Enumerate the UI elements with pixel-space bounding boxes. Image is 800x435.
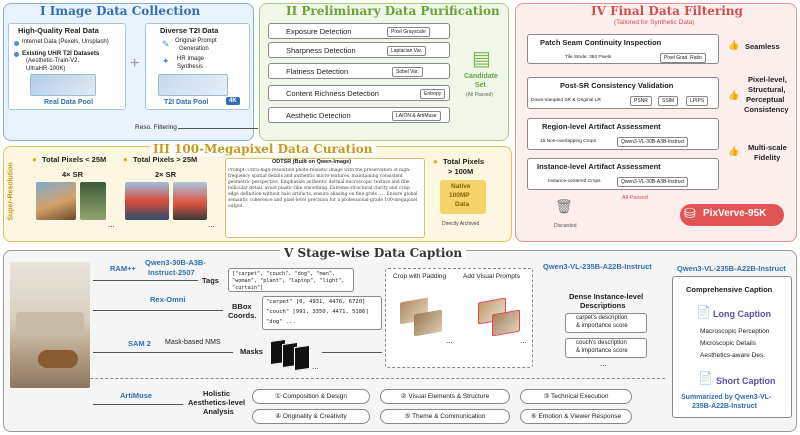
sharpness-chip: Laplacian Var. [387, 46, 426, 56]
seamless-label: Seamless [745, 42, 780, 51]
exposure-detection-label: Exposure Detection [286, 27, 352, 36]
dense-desc-2: Descriptions [580, 301, 626, 310]
psnr-chip: PSNR [630, 96, 652, 106]
all-passed-label-iv: All Passed [622, 195, 648, 201]
thumbs-up-icon: 👍 [728, 146, 740, 156]
flatness-chip: Sobel Var. [392, 67, 423, 77]
consistency-label-1: Pixel-level, [748, 75, 787, 84]
left-ellipsis: ... [108, 220, 115, 229]
rex-omni-label: Rex-Omni [150, 295, 186, 304]
bullet-icon [14, 41, 19, 46]
real-data-pool-label: Real Data Pool [44, 99, 94, 106]
content-richness-label: Content Richness Detection [286, 89, 379, 98]
arrow-artimuse [93, 404, 183, 405]
t2i-data-title: Diverse T2I Data [160, 26, 219, 35]
sam2-label: SAM 2 [128, 339, 151, 348]
panel3-title: III 100-Megapixel Data Curation [150, 142, 376, 156]
badge-4k: 4K [226, 97, 240, 105]
aspect-emotion: ⑥ Emotion & Viewer Response [520, 409, 632, 424]
consistency-label-2: Structural, [748, 85, 786, 94]
fidelity-label-2: Fidelity [754, 153, 781, 162]
bbox-line-3: "dog" ... [266, 319, 296, 325]
long-caption-icon: 📄 [696, 305, 711, 319]
holistic-3: Analysis [203, 407, 234, 416]
aesthetic-detection-label: Aesthetic Detection [286, 111, 351, 120]
short-caption-icon: 📄 [698, 371, 713, 385]
prompt-ellipsis: ... [520, 336, 527, 345]
real-data-pool-image [30, 74, 96, 96]
step3-label: Region-level Artifact Assessment [542, 122, 661, 131]
step3-chip: Qwen3-VL-30B-A3B-Instruct [617, 137, 688, 147]
lpips-chip: LPIPS [686, 96, 708, 106]
discarded-icon: 🗑 [555, 198, 573, 214]
long-caption-label: Long Caption [713, 309, 771, 319]
aspect-technical: ③ Technical Execution [520, 389, 632, 404]
couch-shape [16, 312, 84, 336]
masks-ellipsis: ... [312, 362, 319, 371]
richness-chip: Entropy [420, 89, 445, 99]
bbox-label: BBox [232, 302, 252, 311]
panel2-title: II Preliminary Data Purification [286, 4, 500, 18]
mask-tile-3 [294, 345, 310, 371]
long-item-2: Microscopic Details [700, 340, 756, 347]
native-100mp-label: 100MP [449, 192, 470, 199]
consistency-label-4: Consistency [744, 105, 789, 114]
dense-desc-1: Dense Instance-level [569, 292, 644, 301]
reso-filtering-label: Reso. Filtering [135, 124, 177, 131]
qwen30-label-2: Instruct-2507 [148, 268, 195, 277]
mid-sr-label: 2× SR [155, 170, 177, 179]
aspect-visual-elements: ② Visual Elements & Structure [380, 389, 510, 404]
sr-sample-image-4 [173, 182, 207, 220]
native-label: Native [451, 183, 471, 190]
panel4-title: IV Final Data Filtering [591, 4, 743, 18]
discarded-label: Discarded [554, 223, 577, 229]
coin-icon: ● [433, 157, 438, 166]
candidate-set-label: Set [475, 82, 486, 89]
super-resolution-side-label: Super-Resolution [7, 162, 15, 221]
arrow-sam [93, 352, 233, 353]
right-pixels-head2: > 100M [448, 167, 474, 176]
artimuse-label: ArtiMuse [120, 391, 153, 400]
real-item-1: Internet Data (Pexels, Unsplash) [22, 39, 109, 45]
carpet-desc-2: & importance score [576, 323, 628, 329]
arrow-rex [93, 310, 223, 311]
bbox-line-2: "couch" [991, 3350, 4471, 5186] [266, 309, 369, 315]
couch-desc-1: couch's description [576, 340, 627, 346]
real-item-3: (Aesthetic-Train-V2, [26, 58, 80, 64]
flatness-detection-label: Flatness Detection [286, 67, 349, 76]
panel1-title: I Image Data Collection [40, 4, 201, 18]
crop-ellipsis: ... [446, 336, 453, 345]
t2i-item-2: Generation [179, 46, 209, 52]
all-passed-label: (All Passed) [466, 92, 493, 98]
holistic-2: Aesthetics-level [188, 398, 246, 407]
exposure-chip: Pixel Grayscale [387, 27, 430, 37]
directly-archived-label: Directly Archived [442, 221, 480, 227]
sharpness-detection-label: Sharpness Detection [286, 46, 356, 55]
t2i-data-pool-image [158, 74, 228, 96]
short-caption-label: Short Caption [716, 376, 776, 386]
summarized-by-2: 235B-A22B-Instruct [692, 403, 757, 410]
mask-nms-label: Mask-based NMS [165, 339, 221, 346]
coin-icon: ● [123, 155, 128, 164]
qwen235-label: Qwen3-VL-235B-A22B-Instruct [543, 262, 652, 271]
image-synthesis-icon: ✦ [162, 56, 170, 66]
bbox-line-1: "carpet" [0, 4931, 4476, 6720] [266, 299, 366, 305]
panel4-subtitle: (Tailored for Synthetic Data) [614, 19, 695, 26]
dataset-name: PixVerve-95K [703, 208, 767, 219]
bullet-icon [14, 52, 19, 57]
right-pixels-head: Total Pixels [443, 157, 485, 166]
carpet-desc-1: carpet's description [576, 315, 628, 321]
couch-desc-2: & importance score [576, 348, 628, 354]
t2i-item-4: Synthesis [177, 64, 204, 70]
real-item-2: Existing UHR T2I Datasets [22, 50, 100, 57]
left-sr-label: 4× SR [62, 170, 84, 179]
tags-text: ["carpet", "couch", "dog", "man", "woman", "plant", "laptop", "light", "curtain"] [232, 271, 345, 291]
candidate-label: Candidate [464, 73, 498, 80]
crop-padding-label: Crop with Padding [393, 273, 447, 280]
step2-label: Post-SR Consistency Validation [560, 81, 674, 90]
coin-icon: ● [32, 155, 37, 164]
step4-note: Instance-centered Crops [548, 179, 601, 184]
arrow-to-purification [178, 128, 258, 129]
masks-label: Masks [240, 347, 263, 356]
arrow-ram [93, 280, 198, 281]
prompt-generation-icon: ✎ [162, 39, 170, 49]
step4-label: Instance-level Artifact Assessment [537, 162, 661, 171]
step4-chip: Qwen3-VL-30B-A3B-Instruct [617, 177, 688, 187]
step1-note: Tile Stride: 384 Pixels [565, 55, 612, 60]
arrow-masks-to-crops [322, 352, 382, 353]
candidate-set-icon: ▤ [472, 48, 491, 70]
real-data-title: High-Quality Real Data [18, 26, 99, 35]
ram-label: RAM++ [110, 264, 136, 273]
step2-note: Down-sampled SR & Original LR [531, 98, 601, 103]
aesthetic-chip: LAION & ArtiMuse [392, 111, 441, 121]
real-item-4: UltraHR-100K) [26, 66, 66, 72]
summarized-by-1: Summarized by Qwen3-VL- [681, 394, 772, 401]
long-item-1: Macroscopic Perception [700, 328, 770, 335]
visual-prompts-label: Add Visual Prompts [463, 273, 520, 280]
t2i-item-3: HR Image [177, 56, 205, 62]
odtsr-title: ODTSR (Built on Qwen-Image) [272, 159, 352, 165]
odtsr-prompt-text: Prompt: Ultra-high-resolution photo-realistic image with the preservation of high-frequency spatial details and authentic micro-textures, maintaining consistent geometric perspective. Emphasize authentic dermal microscopic texture and fine follicular detail, avoid plastic-like smoothing. Extreme structural clarity and crisp edge definition without halo artifacts, ensure aliasing on fine grids ..... Ensure global semantic coherence and pixel-level precision for a professional-grade 100-megapixel output. [228, 168, 418, 209]
dashed-separator [10, 378, 665, 379]
mid-pixels-head: Total Pixels > 25M [133, 155, 198, 164]
desc-ellipsis: ... [600, 359, 607, 368]
thumbs-up-icon: 👍 [728, 40, 740, 50]
left-pixels-head: Total Pixels < 25M [42, 155, 107, 164]
sr-sample-image-1 [36, 182, 76, 220]
comprehensive-caption-label: Comprehensive Caption [686, 285, 773, 294]
step3-note: 16 Non-overlapping Crops [540, 139, 596, 144]
aspect-originality: ④ Originality & Creativity [252, 409, 370, 424]
fidelity-label-1: Multi-scale [748, 143, 787, 152]
tags-label: Tags [202, 276, 219, 285]
plus-icon: + [130, 55, 140, 72]
thumbs-up-icon: 👍 [728, 90, 740, 100]
ssim-chip: SSIM [658, 96, 678, 106]
step1-label: Patch Seam Continuity Inspection [540, 38, 662, 47]
mid-ellipsis: ... [208, 220, 215, 229]
native-data-label: Data [455, 201, 470, 208]
bbox-label-2: Coords. [228, 311, 257, 320]
panel5-title: V Stage-wise Data Caption [280, 246, 466, 260]
aspect-theme: ⑤ Theme & Communication [380, 409, 510, 424]
step1-chip: Pixel Grad. Ratio [660, 53, 706, 63]
long-item-3: Aesthetics-aware Des. [700, 352, 766, 359]
database-icon: ⛁ [684, 205, 696, 221]
qwen235-right-label: Qwen3-VL-235B-A22B-Instruct [677, 264, 786, 273]
aspect-composition: ① Composition & Design [252, 389, 370, 404]
sr-sample-image-2 [80, 182, 106, 220]
t2i-data-pool-label: T2I Data Pool [164, 99, 209, 106]
t2i-item-1: Original Prompt [175, 38, 217, 44]
qwen30-label: Qwen3-30B-A3B- [145, 258, 206, 267]
consistency-label-3: Perceptual [746, 95, 785, 104]
holistic-1: Holistic [203, 389, 231, 398]
dog-shape [38, 350, 78, 368]
sr-sample-image-3 [125, 182, 169, 220]
